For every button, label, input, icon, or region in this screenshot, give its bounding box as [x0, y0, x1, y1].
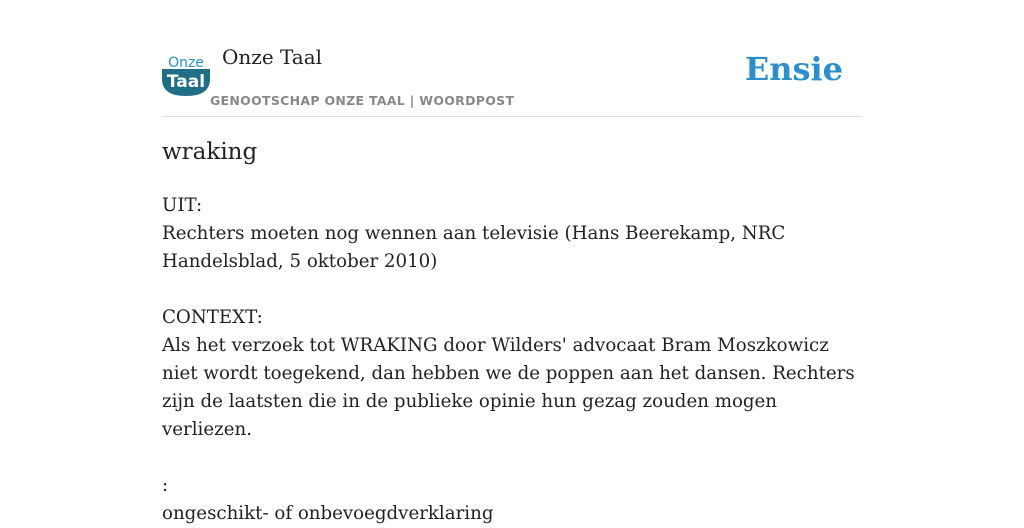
ensie-logo-link[interactable]: Ensie [744, 50, 843, 88]
logo-text-taal: Taal [166, 72, 206, 92]
author-subtitle: GENOOTSCHAP ONZE TAAL | WOORDPOST [210, 93, 515, 108]
onze-taal-logo[interactable] [162, 52, 210, 96]
entry-title: wraking [162, 139, 258, 165]
logo-text-onze: Onze [168, 55, 204, 71]
entry-card [162, 0, 862, 524]
author-name[interactable]: Onze Taal [222, 45, 323, 69]
entry-body: UIT: Rechters moeten nog wennen aan televisie (Hans Beerekamp, NRC Handelsblad, 5 oktober 2010) CONTEXT: Als het verzoek tot WRAKING door Wilders' advocaat Bram Moszkowicz niet wordt toegekend, dan hebben we de poppen aan het dansen. Rechters zijn de laatsten die in de publieke opinie hun gezag zouden mogen verliezen. : ongeschikt- of onbevoegdverklaring [162, 195, 855, 524]
header [162, 0, 862, 117]
